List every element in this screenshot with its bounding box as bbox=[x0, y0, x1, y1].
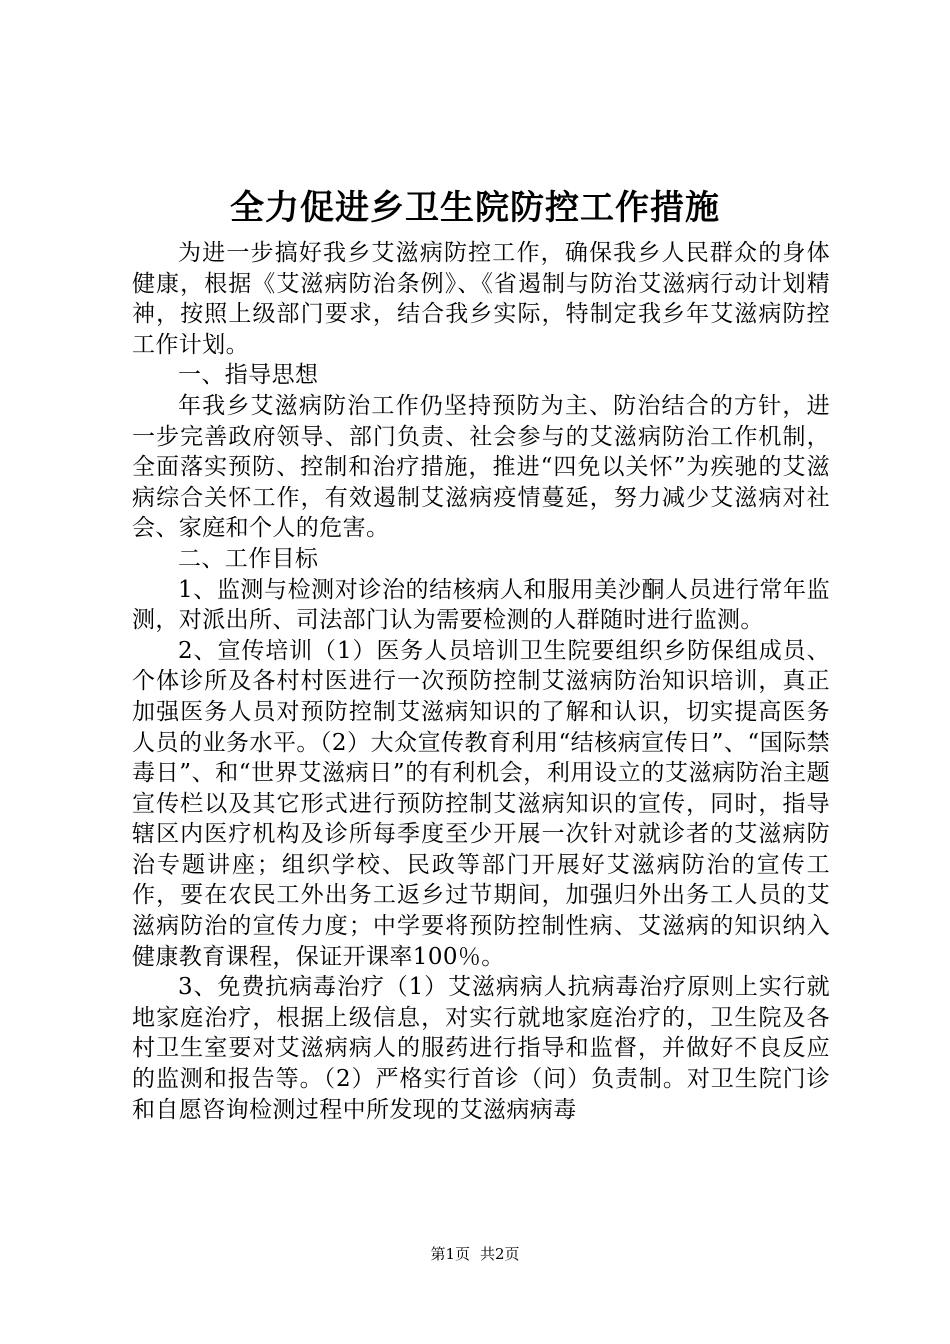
page-number: 第1页 bbox=[430, 1245, 470, 1263]
document-title: 全力促进乡卫生院防控工作措施 bbox=[230, 188, 720, 228]
document-body bbox=[132, 238, 830, 1125]
page-total: 共2页 bbox=[480, 1245, 520, 1263]
guiding-thought-paragraph: 年我乡艾滋病防治工作仍坚持预防为主、防治结合的方针，进一步完善政府领导、部门负责、社会参与的艾滋病防治工作机制，全面落实预防、控制和治疗措施，推进“四免以关怀”为疾驰的艾滋病综合关怀工作，有效遏制艾滋病疫情蔓延，努力减少艾滋病对社会、家庭和个人的危害。 bbox=[132, 392, 830, 542]
page-footer bbox=[0, 1244, 950, 1264]
goal-item-publicity-training: 2、宣传培训（1）医务人员培训卫生院要组织乡防保组成员、个体诊所及各村村医进行一次预防控制艾滋病防治知识培训，真正加强医务人员对预防控制艾滋病知识的了解和认识，切实提高医务人员的业务水平。（2）大众宣传教育利用“结核病宣传日”、“国际禁毒日”、和“世界艾滋病日”的有利机会，利用设立的艾滋病防治主题宣传栏以及其它形式进行预防控制艾滋病知识的宣传，同时，指导辖区内医疗机构及诊所每季度至少开展一次针对就诊者的艾滋病防治专题讲座；组织学校、民政等部门开展好艾滋病防治的宣传工作，要在农民工外出务工返乡过节期间，加强归外出务工人员的艾滋病防治的宣传力度；中学要将预防控制性病、艾滋病的知识纳入健康教育课程，保证开课率100％。 bbox=[132, 637, 830, 970]
intro-paragraph: 为进一步搞好我乡艾滋病防控工作，确保我乡人民群众的身体健康，根据《艾滋病防治条例》、《省遏制与防治艾滋病行动计划精神，按照上级部门要求，结合我乡实际，特制定我乡年艾滋病防控工作计划。 bbox=[132, 240, 830, 358]
section-heading-guiding-thought: 一、指导思想 bbox=[178, 362, 319, 389]
section-heading-work-goals: 二、工作目标 bbox=[178, 545, 319, 572]
goal-item-monitoring: 1、监测与检测对诊治的结核病人和服用美沙酮人员进行常年监测，对派出所、司法部门认为需要检测的人群随时进行监测。 bbox=[132, 576, 830, 634]
goal-item-free-treatment: 3、免费抗病毒治疗（1）艾滋病病人抗病毒治疗原则上实行就地家庭治疗，根据上级信息，对实行就地家庭治疗的，卫生院及各村卫生室要对艾滋病病人的服药进行指导和监督，并做好不良反应的监测和报告等。（2）严格实行首诊（问）负责制。对卫生院门诊和自愿咨询检测过程中所发现的艾滋病病毒 bbox=[132, 974, 830, 1123]
